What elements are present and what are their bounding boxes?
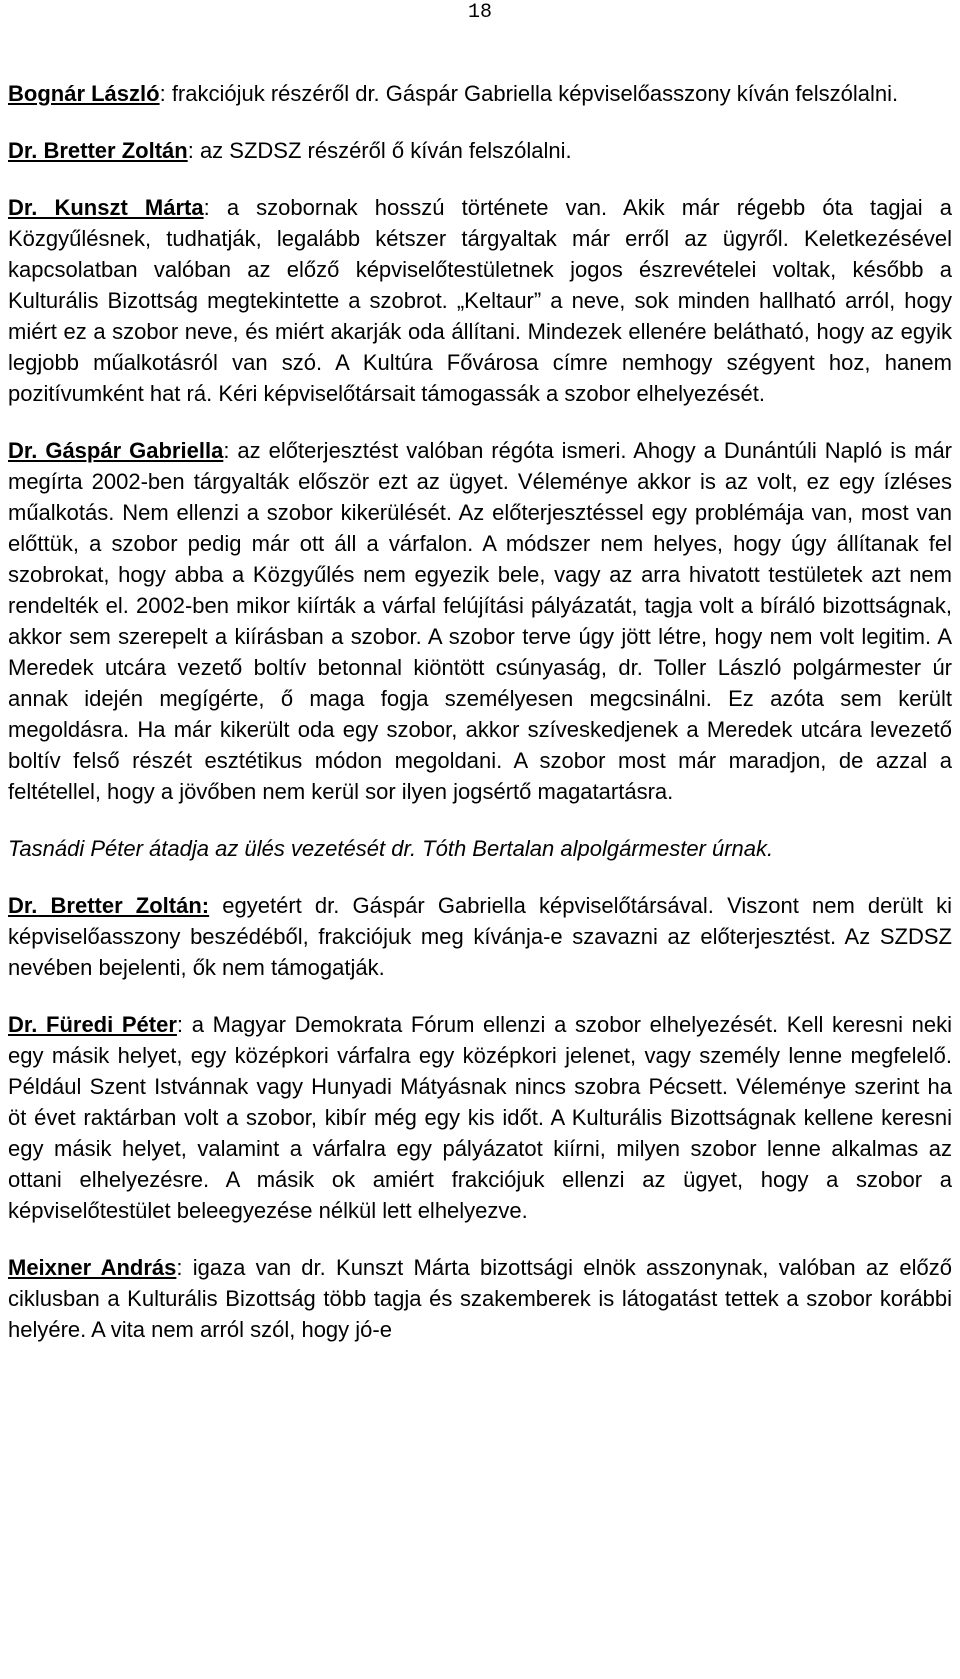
procedural-note: Tasnádi Péter átadja az ülés vezetését dr. Tóth Bertalan alpolgármester úrnak. xyxy=(8,836,774,861)
paragraph xyxy=(8,192,952,409)
speaker-separator: : xyxy=(176,1255,183,1280)
paragraph xyxy=(8,1009,952,1226)
speaker-name: Dr. Kunszt Márta xyxy=(8,195,204,220)
paragraph xyxy=(8,890,952,983)
paragraph-text: az SZDSZ részéről ő kíván felszólalni. xyxy=(193,138,572,163)
document-body xyxy=(8,78,952,1345)
speaker-separator: : xyxy=(223,438,230,463)
speaker-separator: : xyxy=(176,1012,184,1037)
paragraph-text: a szobornak hosszú története van. Akik már régebb óta tagjai a Közgyűlésnek, tudhatják, legalább kétszer tárgyaltak már erről az ügyről. Keletkezésével kapcsolatban valóban az előző képviselőtestületnek jogos észrevételei voltak, később a Kulturális Bizottság megtekintette a szobrot. „Keltaur” a neve, sok minden hallható arról, hogy miért ez a szobor neve, és miért akarják oda állítani. Mindezek ellenére belátható, hogy az egyik legjobb műalkotásról van szó. A Kultúra Fővárosa címre nemhogy szégyent hoz, hanem pozitívumként hat rá. Kéri képviselőtársait támogassák a szobor elhelyezését. xyxy=(8,195,952,406)
paragraph xyxy=(8,1252,952,1345)
paragraph-text: egyetért dr. Gáspár Gabriella képviselőtársával. Viszont nem derült ki képviselőasszony beszédéből, frakciójuk meg kívánja-e szavazni az előterjesztést. Az SZDSZ nevében bejelenti, ők nem támogatják. xyxy=(8,893,952,980)
speaker-name: Dr. Füredi Péter xyxy=(8,1012,177,1037)
speaker-name: Dr. Gáspár Gabriella xyxy=(8,438,224,463)
paragraph-text: igaza van dr. Kunszt Márta bizottsági elnök asszonynak, valóban az előző ciklusban a Kulturális Bizottság több tagja és szakemberek is látogatást tettek a szobor korábbi helyére. A vita nem arról szól, hogy jó-e xyxy=(8,1255,952,1342)
speaker-name: Dr. Bretter Zoltán xyxy=(8,138,188,163)
speaker-name: Bognár László xyxy=(8,81,160,106)
paragraph xyxy=(8,435,952,807)
speaker-name: Meixner András xyxy=(8,1255,177,1280)
speaker-separator: : xyxy=(159,81,166,106)
paragraph xyxy=(8,78,952,109)
speaker-separator: : xyxy=(203,195,210,220)
paragraph-text: frakciójuk részéről dr. Gáspár Gabriella képviselőasszony kíván felszólalni. xyxy=(165,81,899,106)
page-number: 18 xyxy=(467,1,492,24)
paragraph xyxy=(8,135,952,166)
paragraph-text: az előterjesztést valóban régóta ismeri. Ahogy a Dunántúli Napló is már megírta 2002-ben tárgyalták először ezt az ügyet. Véleménye akkor is az volt, ez egy ízléses műalkotás. Nem ellenzi a szobor kikerülését. Az előterjesztéssel egy problémája van, most van előttük, a szobor pedig már ott áll a várfalon. A módszer nem helyes, hogy úgy állítanak fel szobrokat, hogy abba a Közgyűlés nem egyezik bele, vagy az arra hivatott testületek azt nem rendelték el. 2002-ben mikor kiírták a várfal felújítási pályázatát, tagja volt a bíráló bizottságnak, akkor sem szerepelt a kiírásban a szobor. A szobor terve úgy jött létre, hogy nem volt legitim. A Meredek utcára vezető boltív betonnal kiöntött csúnyaság, dr. Toller László polgármester úr annak idején megígérte, ő maga fogja személyesen megcsinálni. Ez azóta sem került megoldásra. Ha már kikerült oda egy szobor, akkor szíveskedjenek a Meredek utcára levezető boltív felső részét esztétikus módon megoldani. A szobor most már maradjon, de azzal a feltétellel, hogy a jövőben nem kerül sor ilyen jogsértő magatartásra. xyxy=(8,438,953,804)
speaker-name: Dr. Bretter Zoltán: xyxy=(8,893,210,918)
speaker-separator: : xyxy=(187,138,194,163)
paragraph-text: a Magyar Demokrata Fórum ellenzi a szobor elhelyezését. Kell keresni neki egy másik helyet, egy középkori várfalra egy középkori jelenet, vagy személy lenne megfelelő. Például Szent Istvánnak vagy Hunyadi Mátyásnak nincs szobra Pécsett. Véleménye szerint ha öt évet raktárban volt a szobor, kibír még egy kis időt. A Kulturális Bizottságnak kellene keresni egy másik helyet, valamint a várfalra egy pályázatot kiírni, milyen szobor lenne alkalmas az ottani elhelyezésre. A másik ok amiért frakciójuk ellenzi az ügyet, hogy a szobor a képviselőtestület beleegyezése nélkül lett elhelyezve. xyxy=(8,1012,952,1223)
